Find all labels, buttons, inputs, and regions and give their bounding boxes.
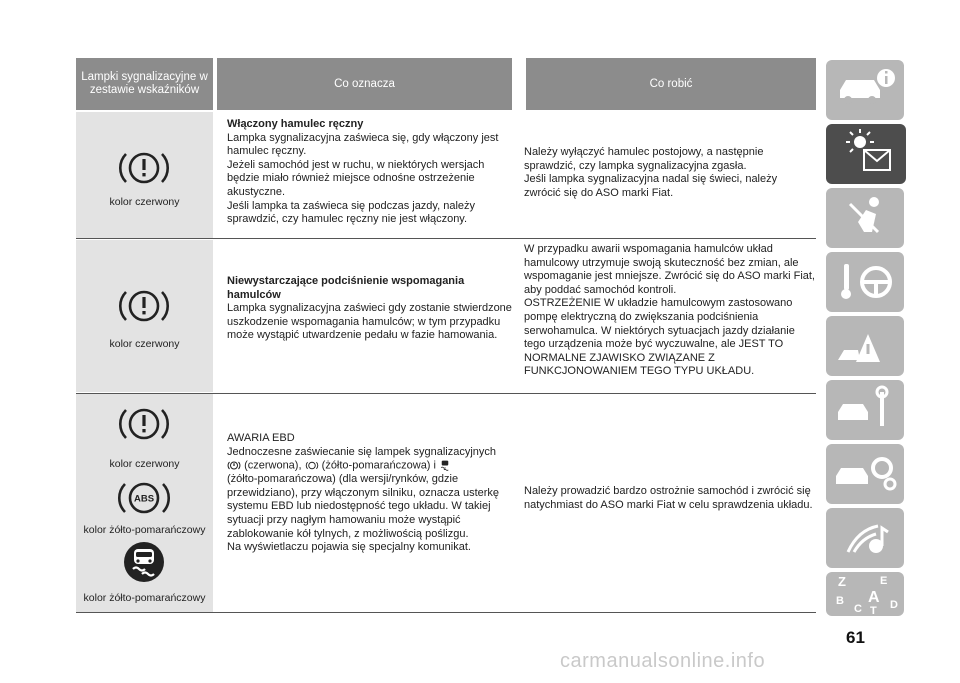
icon-color-label: kolor czerwony xyxy=(109,196,180,208)
svg-text:C: C xyxy=(854,603,862,615)
esc-skid-icon xyxy=(122,540,166,584)
steering-key-icon xyxy=(826,252,904,312)
brake-warning-icon xyxy=(116,146,172,190)
meaning-yellow-text: (żółto-pomarańczowa) i xyxy=(321,459,436,472)
tab-warning-lights[interactable] xyxy=(826,124,906,184)
warning-lights-icon xyxy=(826,124,906,184)
brake-warning-icon xyxy=(116,284,172,328)
svg-text:T: T xyxy=(870,605,877,616)
multimedia-icon xyxy=(826,508,904,568)
meaning-text-rest: (żółto-pomarańczowa) (dla wersji/rynków, gdzie przewidziano), przy włączonym silniku, oznacza usterkę systemu EBD lub niedostępność tego układu. W takiej sytuacji przy nagłym hamowaniu może wystąpić zablokowanie kół tylnych, z możliwością poślizgu. Na wyświetlaczu pojawia się specjalny komunikat. xyxy=(227,473,500,554)
brake-warning-icon xyxy=(116,402,172,446)
meaning-cell-brake-booster xyxy=(227,275,515,343)
abs-warning-icon xyxy=(114,476,174,520)
row-divider xyxy=(76,393,816,394)
emergency-icon xyxy=(826,316,904,376)
abs-icon-text: ABS xyxy=(133,493,155,505)
tab-maintenance[interactable] xyxy=(826,380,904,440)
watermark: carmanualsonline.info xyxy=(560,650,766,672)
tab-safety[interactable] xyxy=(826,188,904,248)
esc-inline-icon xyxy=(439,459,451,472)
meaning-title: Włączony hamulec ręczny xyxy=(227,118,364,130)
row-divider xyxy=(76,238,816,239)
brake-warning-inline-icon xyxy=(227,460,241,471)
tab-car-info[interactable] xyxy=(826,60,904,120)
page-number: 61 xyxy=(846,628,865,647)
safety-seatbelt-icon xyxy=(826,188,904,248)
action-cell-ebd-failure: Należy prowadzić bardzo ostrożnie samochód i zwrócić się natychmiast do ASO marki Fiat w celu sprawdzenia układu. xyxy=(524,485,813,511)
column-header-action: Co robić xyxy=(526,58,816,110)
meaning-title: Niewystarczające podciśnienie wspomagania hamulców xyxy=(227,275,465,301)
svg-text:Z: Z xyxy=(838,574,846,589)
icon-color-label: kolor żółto-pomarańczowy xyxy=(83,524,206,536)
icon-color-label: kolor czerwony xyxy=(109,338,180,350)
tab-multimedia[interactable] xyxy=(826,508,904,568)
column-header-meaning: Co oznacza xyxy=(217,58,512,110)
svg-text:A: A xyxy=(868,589,880,606)
svg-text:B: B xyxy=(836,595,844,607)
icon-color-label: kolor czerwony xyxy=(109,458,180,470)
maintenance-icon xyxy=(826,380,904,440)
meaning-text: Lampka sygnalizacyjna zaświeci gdy zostanie stwierdzone uszkodzenie wspomagania hamulców; w tym przypadku może wystąpić utwardzenie pedału w fazie hamowania. xyxy=(227,302,512,342)
tab-technical-data[interactable] xyxy=(826,444,904,504)
meaning-cell-ebd-failure xyxy=(227,432,515,555)
index-letters-icon xyxy=(826,572,904,616)
tab-emergency[interactable] xyxy=(826,316,904,376)
svg-text:E: E xyxy=(880,575,888,587)
tab-index[interactable] xyxy=(826,572,904,616)
meaning-title: AWARIA EBD xyxy=(227,432,295,444)
tab-starting-driving[interactable] xyxy=(826,252,904,312)
meaning-text-line1: Jednoczesne zaświecanie się lampek sygnalizacyjnych xyxy=(227,445,497,458)
icon-color-label: kolor żółto-pomarańczowy xyxy=(83,592,206,604)
action-cell-parking-brake: Należy wyłączyć hamulec postojowy, a następnie sprawdzić, czy lampka sygnalizacyjna zgasła. Jeśli lampka sygnalizacyjna nadal się świeci, należy zwrócić się do ASO marki Fiat. xyxy=(524,146,778,199)
action-cell-brake-booster: W przypadku awarii wspomagania hamulców układ hamulcowy utrzymuje swoją skuteczność bez zmian, ale wspomaganie jest mniejsze. Zwrócić się do ASO marki Fiat, aby poddać samochód kontroli. OSTRZEŻENIE W układzie hamulcowym zastosowano pompę elektryczną do zwiększania podciśnienia serwohamulca. W niektórych sytuacjach jazdy działanie tego urządzenia może być wyczuwalne, ale JEST TO NORMALNE ZJAWISKO ZWIĄZANE Z FUNKCJONOWANIEM TEGO TYPU UKŁADU. xyxy=(524,243,815,378)
meaning-cell-parking-brake xyxy=(227,118,515,227)
column-header-warning-lights: Lampki sygnalizacyjne w zestawie wskaźników xyxy=(76,58,213,110)
abs-inline-icon xyxy=(305,460,319,471)
row-divider xyxy=(76,612,816,613)
meaning-text: Lampka sygnalizacyjna zaświeca się, gdy włączony jest hamulec ręczny. Jeżeli samochód jest w ruchu, w niektórych wersjach będzie miało również miejsce odnośne ostrzeżenie akustyczne. Jeśli lampka ta zaświeca się podczas jazdy, należy sprawdzić, czy hamulec ręczny nie jest włączony. xyxy=(227,131,499,226)
svg-text:D: D xyxy=(890,599,898,611)
car-info-icon xyxy=(826,60,904,120)
meaning-red-text: (czerwona), xyxy=(244,459,302,472)
technical-data-icon xyxy=(826,444,904,504)
